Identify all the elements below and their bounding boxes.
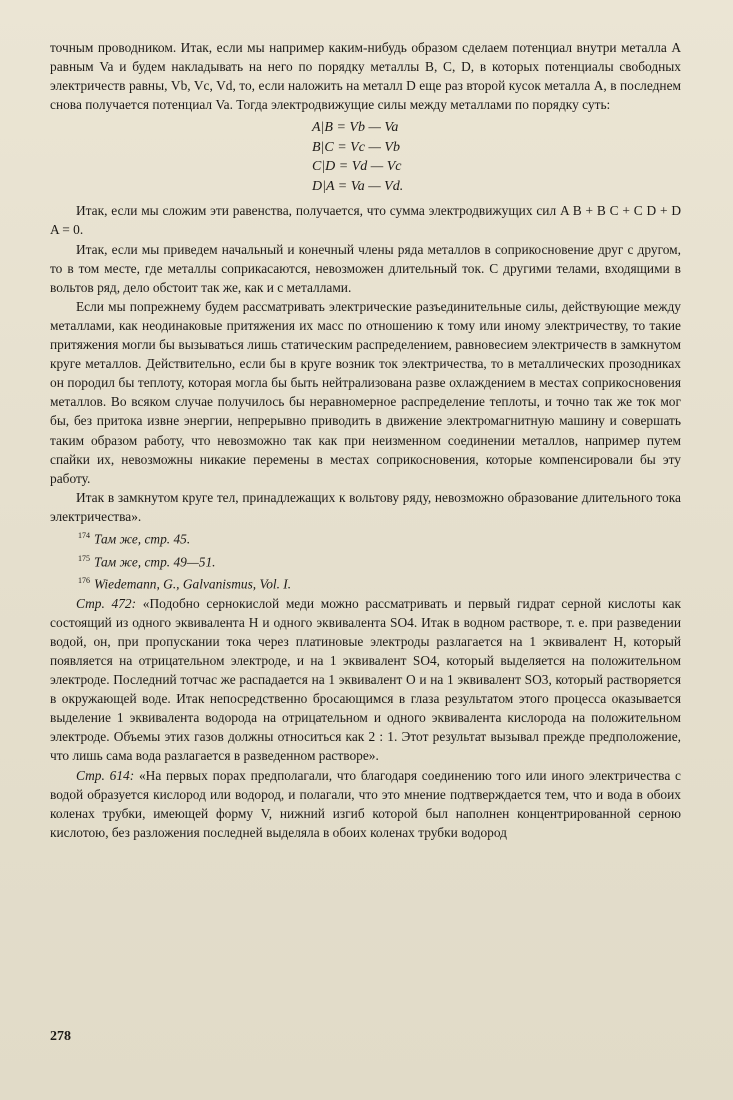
equation-block bbox=[312, 118, 681, 196]
quote-text: «На первых порах предполагали, что благодаря соединению того или иного электричества с водой образуется кислород или водород, и полагали, что это мнение подтверждается тем, что и вода в обоих коленах трубки, имеющей форму V, нижний изгиб которой был наполнен концентрированной серною кислотою, без разложения последней выделяла в обоих коленах трубки водород bbox=[50, 767, 681, 840]
equation-4: D|A = Va — Vd. bbox=[312, 178, 404, 194]
paragraph-quote-472 bbox=[50, 594, 681, 766]
footnote-text: Wiedemann, G., Galvanismus, Vol. I. bbox=[94, 576, 292, 592]
equation-1: A|B = Vb — Va bbox=[312, 120, 399, 136]
page-reference: Стр. 614: bbox=[76, 767, 135, 783]
footnote-number: 175 bbox=[78, 553, 90, 563]
footnote-176 bbox=[78, 571, 681, 594]
quote-text: «Подобно сернокислой меди можно рассматривать и первый гидрат серной кислоты как состоящий из одного эквивалента H и одного эквивалента SO4. Итак в водном растворе, т. е. при разведении водой, он, при пропускании тока через платиновые электроды разлагается на 1 эквивалент H, который появляется на отрицательном электроде, и на 1 эквивалент SO4, который выделяется на положительном электроде. Последний тотчас же распадается на 1 эквивалент O и на 1 эквивалент SO3, который растворяется в окружающей воде. Итак непосредственно бросающимся в глаза результатом этого процесса оказывается выделение 1 эквивалента водорода на отрицательном и одного эквивалента кислорода на положительном электроде. Объемы этих газов должны относиться как 2 : 1. Этот результат вызывал прежде предположение, что лишь сама вода разлагается в разведенном растворе». bbox=[50, 595, 681, 764]
paragraph-2: Итак, если мы сложим эти равенства, получается, что сумма электродвижущих сил A B + B C + C D + D A = 0. bbox=[50, 203, 681, 238]
footnote-number: 176 bbox=[78, 576, 90, 586]
page-number: 278 bbox=[50, 1029, 71, 1044]
footnote-175 bbox=[78, 549, 681, 572]
footnote-number: 174 bbox=[78, 530, 90, 540]
paragraph-3: Итак, если мы приведем начальный и конечный члены ряда металлов в соприкосновение друг с другом, то в том месте, где металлы соприкасаются, невозможен длительный ток. С другими телами, входящими в вольтов ряд, дело обстоит так же, как и с металлами. bbox=[50, 241, 681, 295]
equation-2: B|C = Vc — Vb bbox=[312, 139, 400, 155]
footnote-174 bbox=[78, 526, 681, 549]
equation-3: C|D = Vd — Vc bbox=[312, 159, 402, 175]
paragraph-4: Если мы попрежнему будем рассматривать электрические разъединительные силы, действующие между металлами, как неодинаковые притяжения их масс по отношению к тому или иному электричеству, то такие притяжения могли бы вызываться лишь статическим распределением, равновесием электричеств в замкнутом круге металлов. Действительно, если бы в круге возник ток электричества, то в металлических прозодниках он породил бы теплоту, которая могла бы быть нейтрализована разве охлаждением в местах соприкосновения металлов. Во всяком случае получилось бы неравномерное распределение теплоты, и точно так же ток мог бы, без притока извне энергии, непрерывно приводить в движение электромагнитную машину и совершать таким образом работу, что невозможно так как при неизменном соединении металлов, например путем спайки их, невозможны никакие перемены в местах соприкосновения, которые компенсировали бы эту работу. bbox=[50, 298, 681, 486]
footnote-text: Там же, стр. 45. bbox=[94, 531, 191, 547]
paragraph-5: Итак в замкнутом круге тел, принадлежащих к вольтову ряду, невозможно образование длительного тока электричества». bbox=[50, 489, 681, 524]
paragraph-quote-614 bbox=[50, 766, 681, 842]
footnote-text: Там же, стр. 49—51. bbox=[94, 554, 216, 569]
paragraph-1: точным проводником. Итак, если мы например каким-нибудь образом сделаем потенциал внутри металла A равным Va и будем накладывать на него по порядку металлы B, C, D, в которых потенциалы свободных электричеств равны, Vb, Vc, Vd, то, если наложить на металл D еще раз второй кусок металла A, в последнем снова получается потенциал Va. Тогда электродвижущие силы между металлами по порядку суть: bbox=[50, 40, 681, 113]
page-reference: Стр. 472: bbox=[76, 595, 137, 611]
